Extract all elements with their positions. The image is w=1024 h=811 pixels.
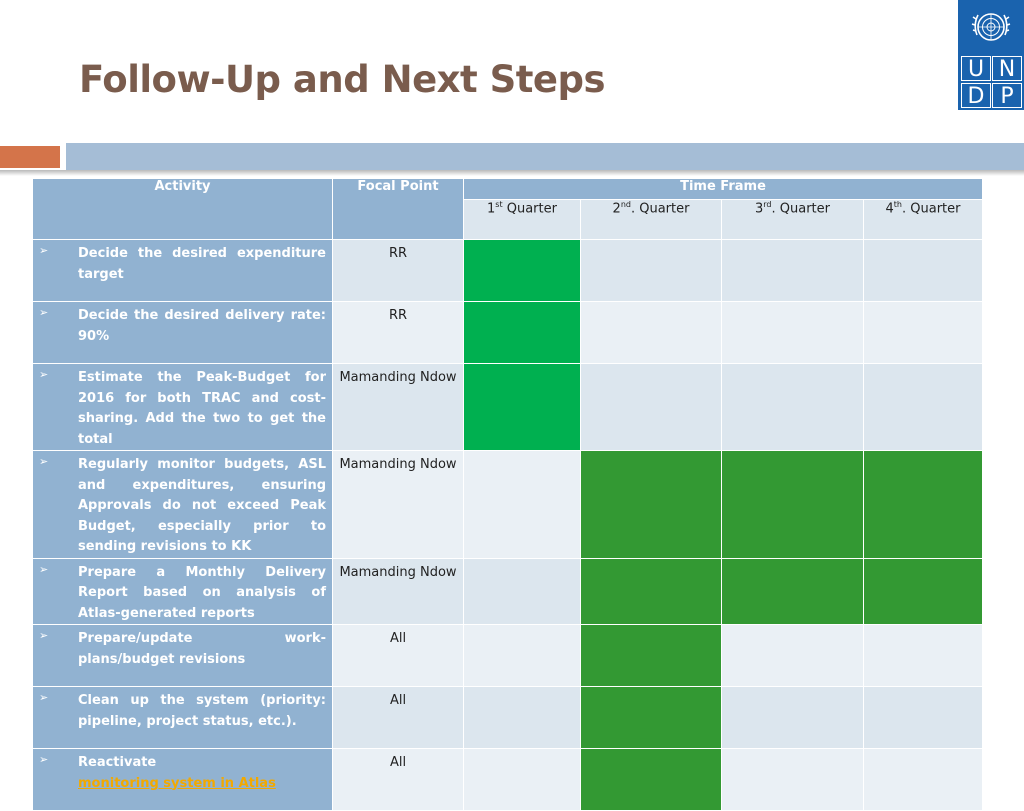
activity-cell xyxy=(33,240,333,302)
bullet-arrow-icon: ➢ xyxy=(39,244,49,257)
monitoring-system-link[interactable]: monitoring system in Atlas xyxy=(78,775,276,791)
activity-cell xyxy=(33,364,333,451)
bullet-arrow-icon: ➢ xyxy=(39,629,49,642)
focal-point-label: All xyxy=(389,755,407,770)
activity-text xyxy=(78,306,326,347)
quarter-1-active-cell xyxy=(464,364,581,451)
quarter-3-cell xyxy=(722,364,864,451)
activity-text xyxy=(78,753,326,794)
activity-label: Clean up the system (priority: pipeline, project status, etc.). xyxy=(78,693,326,729)
quarter-3-header: 3rd. Quarter xyxy=(722,200,864,240)
accent-bar-shadow xyxy=(0,170,1024,176)
quarter-2-cell xyxy=(581,240,722,302)
bullet-arrow-icon: ➢ xyxy=(39,562,49,576)
activity-label: Reactivate xyxy=(78,755,157,770)
activity-text xyxy=(78,244,326,285)
quarter-4-cell xyxy=(864,749,983,811)
focal-point-label: All xyxy=(389,631,407,646)
logo-letter-d: D xyxy=(961,83,991,108)
table-row xyxy=(33,558,983,625)
quarter-1-header: 1st Quarter xyxy=(464,200,581,240)
quarter-2-cell xyxy=(581,364,722,451)
bullet-arrow-icon: ➢ xyxy=(39,455,49,468)
quarter-1-cell xyxy=(464,625,581,687)
bullet-arrow-icon: ➢ xyxy=(39,691,49,704)
follow-up-table xyxy=(32,178,983,811)
activity-cell xyxy=(33,451,333,559)
focal-point-label: Mamanding Ndow xyxy=(339,457,457,472)
focal-point-label: Mamanding Ndow xyxy=(339,564,457,580)
quarter-3-cell xyxy=(722,240,864,302)
activity-cell xyxy=(33,749,333,811)
quarter-2-active-cell xyxy=(581,749,722,811)
table-row xyxy=(33,240,983,302)
focal-point-label: RR xyxy=(388,246,408,261)
slide-title: Follow-Up and Next Steps xyxy=(79,58,606,101)
activity-text xyxy=(78,368,326,450)
quarter-1-cell xyxy=(464,451,581,559)
table-row xyxy=(33,749,983,811)
focal-point-cell xyxy=(333,625,464,687)
quarter-1-active-cell xyxy=(464,302,581,364)
quarter-4-cell xyxy=(864,687,983,749)
quarter-1-cell xyxy=(464,558,581,625)
quarter-2-active-cell xyxy=(581,625,722,687)
quarter-4-cell xyxy=(864,240,983,302)
logo-letter-u: U xyxy=(961,56,991,81)
focal-point-cell xyxy=(333,302,464,364)
logo-letter-p: P xyxy=(992,83,1022,108)
undp-logo xyxy=(958,0,1024,110)
focal-point-label: All xyxy=(389,693,407,708)
activity-label: Decide the desired expenditure target xyxy=(78,246,326,282)
bullet-arrow-icon: ➢ xyxy=(39,753,49,766)
quarter-2-active-cell xyxy=(581,451,722,559)
focal-point-cell xyxy=(333,364,464,451)
quarter-4-cell xyxy=(864,625,983,687)
quarter-4-cell xyxy=(864,302,983,364)
activity-cell xyxy=(33,302,333,364)
quarter-4-active-cell xyxy=(864,451,983,559)
activity-label: Estimate the Peak-Budget for 2016 for both TRAC and cost-sharing. Add the two to get the total xyxy=(78,370,326,447)
un-emblem-icon xyxy=(958,0,1024,54)
quarter-2-active-cell xyxy=(581,558,722,625)
activity-text xyxy=(78,629,326,670)
focal-point-cell xyxy=(333,687,464,749)
focal-point-cell xyxy=(333,558,464,625)
quarter-3-cell xyxy=(722,302,864,364)
focal-point-cell xyxy=(333,749,464,811)
bullet-arrow-icon: ➢ xyxy=(39,368,49,381)
quarter-1-cell xyxy=(464,749,581,811)
quarter-3-active-cell xyxy=(722,451,864,559)
activity-label: Prepare a Monthly Delivery Report based on analysis of Atlas-generated reports xyxy=(78,564,326,621)
quarter-4-header: 4th. Quarter xyxy=(864,200,983,240)
activity-label: Decide the desired delivery rate: 90% xyxy=(78,308,326,344)
quarter-3-cell xyxy=(722,625,864,687)
quarter-2-active-cell xyxy=(581,687,722,749)
focal-point-header: Focal Point xyxy=(333,179,464,240)
quarter-3-cell xyxy=(722,687,864,749)
focal-point-label: RR xyxy=(388,308,408,323)
activity-cell xyxy=(33,687,333,749)
focal-point-cell xyxy=(333,240,464,302)
quarter-3-active-cell xyxy=(722,558,864,625)
quarter-2-cell xyxy=(581,302,722,364)
activity-label: Prepare/update work-plans/budget revisions xyxy=(78,631,326,667)
activity-label: Regularly monitor budgets, ASL and expenditures, ensuring Approvals do not exceed Peak Budget, especially prior to sending revisions to KK xyxy=(78,457,326,554)
quarter-2-header: 2nd. Quarter xyxy=(581,200,722,240)
table-row xyxy=(33,687,983,749)
quarter-1-cell xyxy=(464,687,581,749)
table-row xyxy=(33,302,983,364)
activity-text xyxy=(78,455,326,558)
activity-text xyxy=(78,691,326,732)
accent-bar-orange xyxy=(0,146,60,168)
activity-cell xyxy=(33,558,333,625)
activity-header: Activity xyxy=(33,179,333,240)
focal-point-label: Mamanding Ndow xyxy=(339,370,457,385)
table-row xyxy=(33,451,983,559)
quarter-4-cell xyxy=(864,364,983,451)
table-row xyxy=(33,364,983,451)
time-frame-header: Time Frame xyxy=(464,179,983,200)
activity-cell xyxy=(33,625,333,687)
quarter-1-active-cell xyxy=(464,240,581,302)
bullet-arrow-icon: ➢ xyxy=(39,306,49,319)
quarter-3-cell xyxy=(722,749,864,811)
activity-text xyxy=(78,563,326,625)
quarter-4-active-cell xyxy=(864,558,983,625)
logo-letter-n: N xyxy=(992,56,1022,81)
table-row xyxy=(33,625,983,687)
accent-bar-blue xyxy=(66,143,1024,170)
focal-point-cell xyxy=(333,451,464,559)
